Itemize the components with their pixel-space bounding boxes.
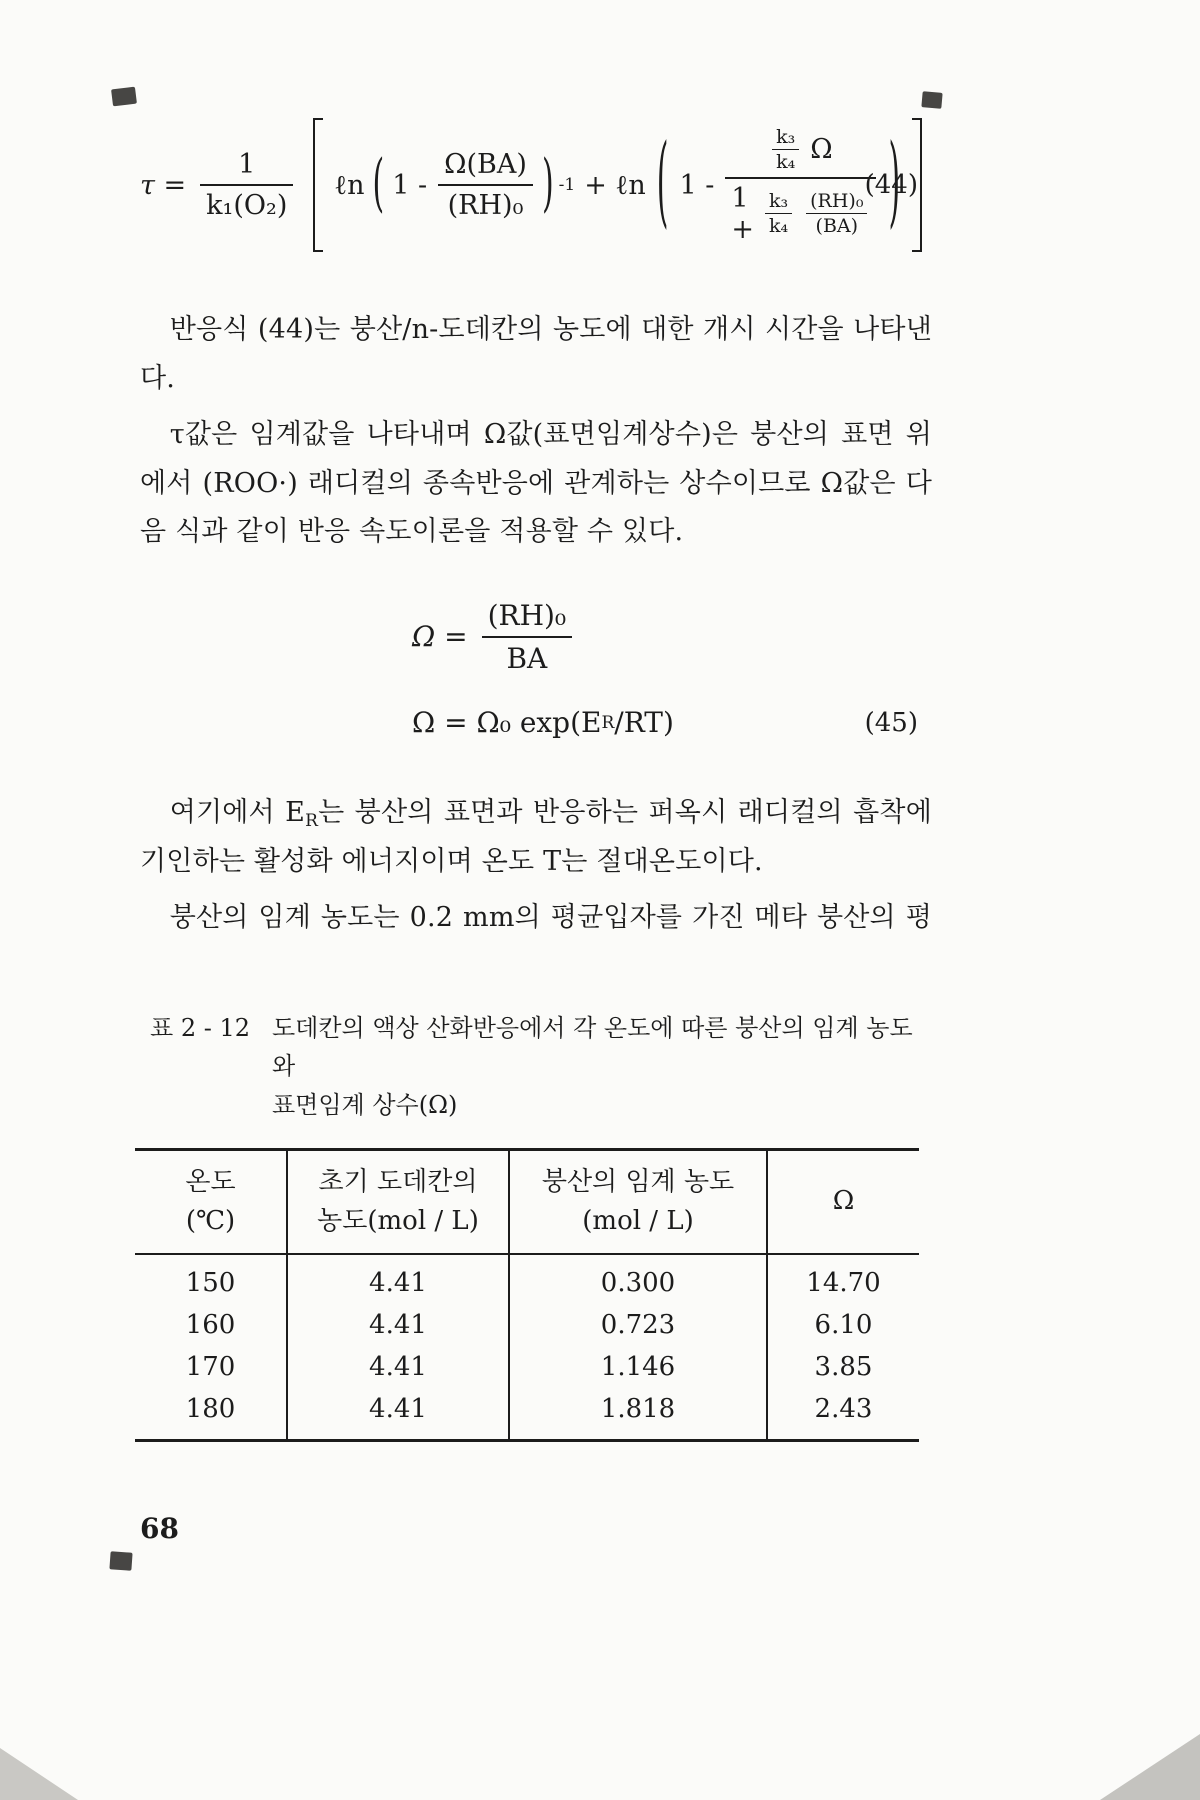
cell-initial-concentration: 4.41: [287, 1346, 509, 1388]
eq44-rh-numerator: (RH)₀: [806, 190, 867, 214]
table-header-initial-dodecane: [287, 1149, 509, 1254]
eq44-omega-ba-denominator: (RH)₀: [447, 190, 524, 221]
eq44-main-fraction: [725, 126, 876, 245]
table-header-temperature: [135, 1149, 287, 1254]
eq44-exponent: -1: [558, 175, 576, 195]
equation-omega-definition: [140, 599, 932, 675]
paragraph-3-subscript-r: R: [305, 810, 319, 831]
data-table-2-12: [135, 1148, 919, 1442]
cell-critical-concentration: 0.723: [509, 1304, 767, 1346]
omega-def-fraction: [482, 599, 573, 675]
eq44-omega-symbol: Ω: [810, 133, 833, 165]
table-caption-text: [272, 1009, 932, 1124]
eq44-open-paren-1: (: [372, 147, 385, 221]
table-row: [135, 1388, 919, 1441]
scan-artifact: [111, 87, 137, 107]
omega-def-denominator: BA: [506, 641, 548, 675]
eq44-ln-1: ℓn: [334, 169, 365, 201]
eq44-equation-number: (44): [864, 170, 918, 200]
document-page: [140, 0, 932, 1545]
omega-def-lhs: Ω =: [412, 620, 468, 654]
eq44-open-paren-2: (: [656, 125, 669, 242]
scan-corner-shadow: [1100, 1734, 1200, 1800]
eq44-k-top-denominator: k₄: [776, 150, 796, 173]
eq44-main-denominator: [725, 179, 876, 245]
equation-44: [140, 110, 932, 260]
table-header-row: [135, 1149, 919, 1254]
paragraph-2: τ값은 임계값을 나타내며 Ω값(표면임계상수)은 붕산의 표면 위에서 (ROO·) 래디컬의 종속반응에 관계하는 상수이므로 Ω값은 다음 식과 같이 반응 속도이론을 적용할 수 있다.: [140, 419, 932, 548]
eq44-tau-lhs: τ =: [140, 169, 187, 201]
table-caption-label: 표 2 - 12: [150, 1013, 250, 1042]
cell-omega: 6.10: [767, 1304, 919, 1346]
eq44-rh-ba-ratio: [806, 190, 867, 237]
eq44-omega-ba-fraction: [438, 149, 533, 221]
table-header-critical-concentration: [509, 1149, 767, 1254]
header-dodecane-label: 초기 도데칸의: [318, 1166, 478, 1197]
eq44-one-minus-1: 1 -: [392, 169, 428, 201]
cell-temperature: 160: [185, 1309, 236, 1340]
cell-omega: 3.85: [767, 1346, 919, 1388]
eq45-expression-b: /RT): [614, 706, 674, 740]
eq44-close-paren-2: ): [888, 125, 901, 242]
header-dodecane-unit: 농도(mol / L): [317, 1205, 479, 1236]
paragraph-4: 붕산의 임계 농도는 0.2 mm의 평균입자를 가진 메타 붕산의 평: [169, 902, 932, 934]
eq45-equation-number: (45): [864, 707, 918, 738]
table-row: [135, 1346, 919, 1388]
cell-critical-concentration: 0.300: [509, 1254, 767, 1304]
header-temperature-label: 온도: [185, 1166, 236, 1197]
scan-corner-shadow: [0, 1748, 78, 1800]
eq44-ba-denominator: (BA): [815, 215, 859, 237]
eq44-k-bottom-denominator: k₄: [768, 215, 789, 237]
eq45-expression-a: Ω = Ω₀ exp(E: [412, 706, 602, 740]
scan-artifact: [109, 1551, 132, 1570]
paragraph-3: [140, 789, 932, 886]
cell-omega: 2.43: [767, 1388, 919, 1441]
eq44-omega-ba-numerator: Ω(BA): [438, 149, 533, 186]
eq44-close-paren-1: ): [541, 147, 554, 221]
cell-temperature: 150: [185, 1267, 236, 1298]
eq44-prefactor-denominator: k₁(O₂): [206, 190, 288, 221]
paragraph-3-text-a: 여기에서 E: [169, 796, 306, 828]
paragraph-1: 반응식 (44)는 붕산/n-도데칸의 농도에 대한 개시 시간을 나타낸다.: [140, 314, 932, 394]
header-temperature-unit: (℃): [185, 1205, 236, 1236]
eq44-left-bracket: [313, 118, 323, 252]
cell-temperature: 180: [185, 1393, 236, 1424]
eq44-one-minus-2: 1 -: [679, 169, 715, 201]
cell-initial-concentration: 4.41: [287, 1388, 509, 1441]
eq44-k-top-numerator: k₃: [772, 126, 799, 150]
cell-critical-concentration: 1.146: [509, 1346, 767, 1388]
cell-initial-concentration: 4.41: [287, 1254, 509, 1304]
page-number: 68: [140, 1511, 179, 1545]
cell-temperature: 170: [185, 1351, 236, 1382]
cell-critical-concentration: 1.818: [509, 1388, 767, 1441]
table-caption: [150, 1009, 932, 1124]
eq45-subscript-r: R: [601, 712, 615, 733]
eq44-k-bottom-numerator: k₃: [765, 190, 792, 214]
caption-line-2: 표면임계 상수(Ω): [272, 1090, 458, 1119]
table-header-omega: [767, 1149, 919, 1254]
eq44-k-ratio-top: [772, 126, 799, 173]
cell-initial-concentration: 4.41: [287, 1304, 509, 1346]
paragraph-3-text-b: 는 붕산의 표면과 반응하는 퍼옥시 래디컬의 흡착에 기인하는 활성화 에너지이며 온도 T는 절대온도이다.: [140, 796, 932, 877]
cell-omega: 14.70: [767, 1254, 919, 1304]
eq44-main-numerator: [725, 126, 876, 179]
table-row: [135, 1304, 919, 1346]
header-critical-unit: (mol / L): [582, 1205, 694, 1236]
omega-def-numerator: (RH)₀: [482, 599, 573, 638]
header-critical-label: 붕산의 임계 농도: [541, 1166, 735, 1197]
table-row: [135, 1254, 919, 1304]
header-omega-label: Ω: [832, 1186, 855, 1217]
equation-45: [140, 701, 932, 745]
eq44-prefactor-numerator: 1: [200, 149, 293, 186]
eq44-plus-ln: + ℓn: [584, 169, 646, 201]
eq44-k-ratio-bottom: [765, 190, 792, 237]
eq44-one-plus: 1 +: [731, 182, 754, 245]
caption-line-1: 도데칸의 액상 산화반응에서 각 온도에 따른 붕산의 임계 농도와: [272, 1013, 913, 1081]
eq44-prefactor-fraction: [200, 149, 293, 221]
